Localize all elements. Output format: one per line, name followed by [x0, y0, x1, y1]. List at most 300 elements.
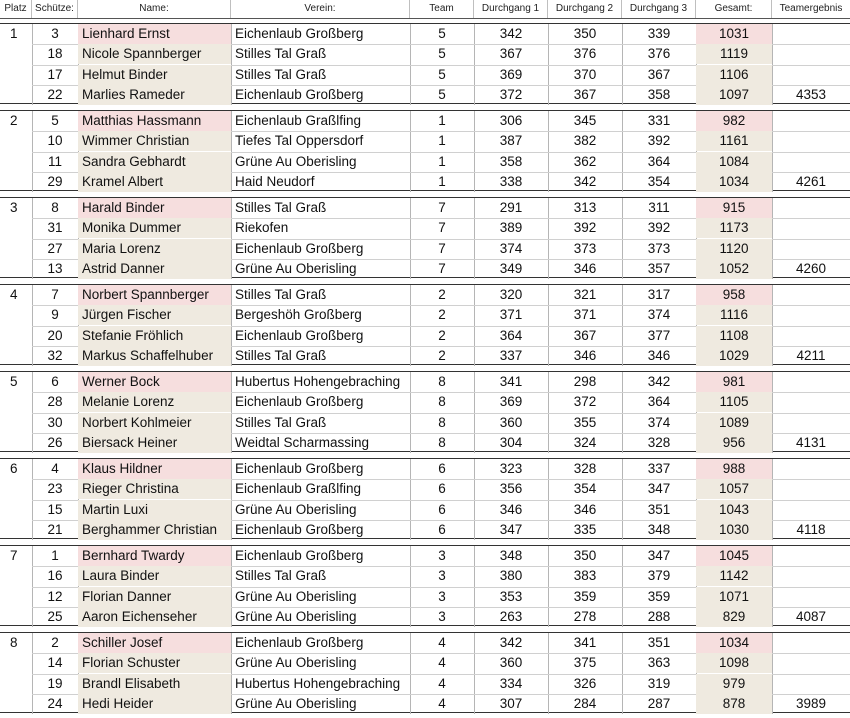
- header-name: Name:: [78, 0, 231, 18]
- d2-cell: 350: [573, 548, 597, 563]
- d2-cell: 326: [573, 675, 597, 691]
- name-cell: Aaron Eichenseher: [78, 607, 231, 627]
- d3-cell: 358: [647, 86, 671, 102]
- table-row: [0, 326, 850, 346]
- nr-cell: 16: [47, 568, 63, 584]
- d3-cell: 367: [647, 66, 671, 82]
- table-row: [0, 694, 850, 714]
- name-cell: Stefanie Fröhlich: [78, 326, 231, 346]
- table-row: [0, 44, 850, 64]
- name-cell: Melanie Lorenz: [78, 392, 231, 412]
- name-cell: Kramel Albert: [78, 172, 231, 192]
- d2-cell: 367: [573, 86, 597, 102]
- d1-cell: 371: [499, 307, 523, 323]
- team-cell: 8: [438, 374, 446, 389]
- team-result-cell: 4131: [795, 434, 827, 450]
- d1-cell: 369: [499, 66, 523, 82]
- d1-cell: 304: [499, 434, 523, 450]
- team-cell: 2: [438, 287, 446, 302]
- d3-cell: 351: [647, 501, 671, 517]
- team-cell: 5: [438, 66, 446, 82]
- name-cell: Wimmer Christian: [78, 131, 231, 151]
- name-cell: Werner Bock: [78, 372, 231, 392]
- nr-cell: 14: [47, 655, 63, 671]
- gesamt-cell: 1030: [696, 520, 772, 540]
- verein-cell: Eichenlaub Großberg: [235, 240, 364, 256]
- d3-cell: 337: [647, 461, 671, 476]
- name-cell: Hedi Heider: [78, 694, 231, 714]
- name-cell: Klaus Hildner: [78, 459, 231, 479]
- nr-cell: 23: [47, 481, 63, 497]
- d3-cell: 339: [647, 26, 671, 41]
- team-cell: 2: [438, 347, 446, 363]
- team-cell: 4: [438, 635, 446, 650]
- d1-cell: 358: [499, 153, 523, 169]
- gesamt-cell: 1105: [696, 392, 772, 412]
- d1-cell: 360: [499, 414, 523, 430]
- verein-cell: Grüne Au Oberisling: [235, 153, 357, 169]
- team-cell: 8: [438, 414, 446, 430]
- team-cell: 6: [438, 501, 446, 517]
- name-cell: Bernhard Twardy: [78, 546, 231, 566]
- name-cell: Brandl Elisabeth: [78, 674, 231, 694]
- team-cell: 8: [438, 434, 446, 450]
- d3-cell: 347: [647, 481, 671, 497]
- team-cell: 1: [438, 153, 446, 169]
- d2-cell: 341: [573, 635, 597, 650]
- nr-cell: 13: [47, 260, 63, 276]
- team-cell: 7: [438, 220, 446, 236]
- nr-cell: 3: [51, 26, 59, 41]
- verein-cell: Eichenlaub Graßlfing: [235, 481, 362, 497]
- name-cell: Monika Dummer: [78, 218, 231, 238]
- d2-cell: 354: [573, 481, 597, 497]
- d1-cell: 342: [499, 26, 523, 41]
- d2-cell: 359: [573, 588, 597, 604]
- nr-cell: 22: [47, 86, 63, 102]
- gesamt-cell: 958: [696, 285, 772, 305]
- team-cell: 3: [438, 588, 446, 604]
- gesamt-cell: 1106: [696, 65, 772, 85]
- name-cell: Florian Danner: [78, 587, 231, 607]
- verein-cell: Stilles Tal Graß: [235, 66, 327, 82]
- d2-cell: 382: [573, 133, 597, 149]
- team-cell: 7: [438, 200, 446, 215]
- gesamt-cell: 1161: [696, 131, 772, 151]
- nr-cell: 20: [47, 327, 63, 343]
- d1-cell: 306: [499, 113, 523, 128]
- table-row: [0, 218, 850, 238]
- d1-cell: 349: [499, 260, 523, 276]
- team-cell: 1: [438, 173, 446, 189]
- table-row: [0, 500, 850, 520]
- name-cell: Lienhard Ernst: [78, 24, 231, 44]
- table-row: [0, 172, 850, 192]
- verein-cell: Grüne Au Oberisling: [235, 655, 357, 671]
- gesamt-cell: 1029: [696, 346, 772, 366]
- d3-cell: 346: [647, 347, 671, 363]
- platz-cell: 8: [10, 635, 18, 650]
- verein-cell: Stilles Tal Graß: [235, 200, 327, 215]
- d2-cell: 370: [573, 66, 597, 82]
- team-cell: 5: [438, 86, 446, 102]
- header-team: Team: [410, 0, 474, 18]
- nr-cell: 4: [51, 461, 59, 476]
- d3-cell: 287: [647, 695, 671, 711]
- gesamt-cell: 1071: [696, 587, 772, 607]
- d1-cell: 389: [499, 220, 523, 236]
- name-cell: Helmut Binder: [78, 65, 231, 85]
- d1-cell: 380: [499, 568, 523, 584]
- table-row: [0, 131, 850, 151]
- header-teamergebnis: Teamergebnis: [779, 3, 843, 14]
- d1-cell: 346: [499, 501, 523, 517]
- team-cell: 4: [438, 675, 446, 691]
- table-row: [0, 198, 850, 218]
- rank-group: [0, 371, 850, 452]
- platz-cell: 1: [10, 26, 18, 41]
- verein-cell: Eichenlaub Großberg: [235, 394, 364, 410]
- team-cell: 4: [438, 655, 446, 671]
- d3-cell: 379: [647, 568, 671, 584]
- nr-cell: 29: [47, 173, 63, 189]
- table-row: [0, 85, 850, 105]
- team-cell: 4: [438, 695, 446, 711]
- verein-cell: Stilles Tal Graß: [235, 414, 327, 430]
- gesamt-cell: 1097: [696, 85, 772, 105]
- nr-cell: 24: [47, 695, 63, 711]
- d2-cell: 362: [573, 153, 597, 169]
- d3-cell: 354: [647, 173, 671, 189]
- rank-group: [0, 284, 850, 365]
- table-row: [0, 653, 850, 673]
- header-verein: Verein:: [231, 0, 410, 18]
- name-cell: Martin Luxi: [78, 500, 231, 520]
- d3-cell: 357: [647, 260, 671, 276]
- team-result-cell: 4118: [796, 521, 826, 537]
- verein-cell: Eichenlaub Großberg: [235, 635, 364, 650]
- verein-cell: Eichenlaub Graßlfing: [235, 113, 362, 128]
- name-cell: Berghammer Christian: [78, 520, 231, 540]
- team-cell: 3: [438, 568, 446, 584]
- nr-cell: 31: [47, 220, 63, 236]
- d1-cell: 347: [499, 521, 523, 537]
- nr-cell: 17: [47, 66, 63, 82]
- nr-cell: 6: [51, 374, 59, 389]
- nr-cell: 32: [47, 347, 63, 363]
- d3-cell: 319: [647, 675, 671, 691]
- table-row: [0, 392, 850, 412]
- d2-cell: 355: [573, 414, 597, 430]
- d2-cell: 298: [573, 374, 597, 389]
- nr-cell: 30: [47, 414, 63, 430]
- d3-cell: 351: [647, 635, 671, 650]
- d1-cell: 320: [499, 287, 523, 302]
- team-cell: 3: [438, 548, 446, 563]
- d1-cell: 369: [499, 394, 523, 410]
- table-row: [0, 479, 850, 499]
- team-result-cell: 4087: [795, 608, 827, 624]
- d1-cell: 356: [499, 481, 523, 497]
- header-durchgang-3: Durchgang 3: [622, 0, 696, 18]
- d3-cell: 311: [648, 200, 670, 215]
- nr-cell: 10: [47, 133, 63, 149]
- d3-cell: 373: [647, 240, 671, 256]
- nr-cell: 19: [47, 675, 63, 691]
- d1-cell: 342: [499, 635, 523, 650]
- header-divider: [0, 18, 850, 19]
- name-cell: Marlies Rameder: [78, 85, 231, 105]
- gesamt-cell: 1084: [696, 152, 772, 172]
- team-cell: 1: [438, 113, 446, 128]
- verein-cell: Eichenlaub Großberg: [235, 327, 364, 343]
- d3-cell: 331: [647, 113, 671, 128]
- nr-cell: 27: [47, 240, 63, 256]
- team-cell: 6: [438, 461, 446, 476]
- d1-cell: 263: [499, 608, 523, 624]
- rank-group: [0, 632, 850, 713]
- gesamt-cell: 981: [696, 372, 772, 392]
- platz-cell: 2: [10, 113, 18, 128]
- verein-cell: Tiefes Tal Oppersdorf: [235, 133, 364, 149]
- team-cell: 6: [438, 521, 446, 537]
- team-result-cell: 4353: [795, 86, 827, 102]
- team-result-cell: 3989: [795, 695, 827, 711]
- table-row: [0, 285, 850, 305]
- d3-cell: 317: [647, 287, 671, 302]
- gesamt-cell: 1034: [696, 633, 772, 653]
- name-cell: Matthias Hassmann: [78, 111, 231, 131]
- table-row: [0, 607, 850, 627]
- rank-group: [0, 110, 850, 191]
- d1-cell: 374: [499, 240, 523, 256]
- d1-cell: 291: [499, 200, 523, 215]
- d1-cell: 367: [499, 46, 523, 62]
- verein-cell: Eichenlaub Großberg: [235, 521, 364, 537]
- d2-cell: 313: [573, 200, 597, 215]
- d2-cell: 345: [573, 113, 597, 128]
- verein-cell: Eichenlaub Großberg: [235, 86, 364, 102]
- verein-cell: Riekofen: [235, 220, 289, 236]
- gesamt-cell: 1142: [696, 566, 772, 586]
- gesamt-cell: 1052: [696, 259, 772, 279]
- verein-cell: Stilles Tal Graß: [235, 287, 327, 302]
- team-cell: 6: [438, 481, 446, 497]
- name-cell: Schiller Josef: [78, 633, 231, 653]
- d3-cell: 364: [647, 153, 671, 169]
- verein-cell: Stilles Tal Graß: [235, 46, 327, 62]
- verein-cell: Grüne Au Oberisling: [235, 695, 357, 711]
- verein-cell: Grüne Au Oberisling: [235, 501, 357, 517]
- gesamt-cell: 915: [696, 198, 772, 218]
- gesamt-cell: 1043: [696, 500, 772, 520]
- nr-cell: 1: [51, 548, 59, 563]
- table-row: [0, 239, 850, 259]
- verein-cell: Eichenlaub Großberg: [235, 26, 364, 41]
- header-platz: Platz: [0, 0, 32, 18]
- table-row: [0, 24, 850, 44]
- d1-cell: 353: [499, 588, 523, 604]
- table-row: [0, 152, 850, 172]
- team-cell: 7: [438, 240, 446, 256]
- platz-cell: 5: [10, 374, 18, 389]
- d3-cell: 359: [647, 588, 671, 604]
- d3-cell: 363: [647, 655, 671, 671]
- d1-cell: 337: [499, 347, 523, 363]
- d1-cell: 348: [499, 548, 523, 563]
- nr-cell: 5: [51, 113, 59, 128]
- nr-cell: 2: [51, 635, 59, 650]
- d2-cell: 346: [573, 260, 597, 276]
- name-cell: Sandra Gebhardt: [78, 152, 231, 172]
- name-cell: Markus Schaffelhuber: [78, 346, 231, 366]
- d2-cell: 278: [573, 608, 597, 624]
- nr-cell: 8: [51, 200, 59, 215]
- verein-cell: Hubertus Hohengebraching: [235, 374, 401, 389]
- d3-cell: 342: [647, 374, 671, 389]
- d2-cell: 346: [573, 501, 597, 517]
- d1-cell: 307: [499, 695, 523, 711]
- d2-cell: 335: [573, 521, 597, 537]
- d2-cell: 376: [573, 46, 597, 62]
- table-row: [0, 674, 850, 694]
- nr-cell: 15: [47, 501, 63, 517]
- gesamt-cell: 1045: [696, 546, 772, 566]
- d2-cell: 342: [573, 173, 597, 189]
- verein-cell: Grüne Au Oberisling: [235, 608, 357, 624]
- platz-cell: 4: [10, 287, 18, 302]
- d3-cell: 392: [647, 220, 671, 236]
- d3-cell: 288: [647, 608, 671, 624]
- team-cell: 1: [438, 133, 446, 149]
- name-cell: Astrid Danner: [78, 259, 231, 279]
- nr-cell: 9: [51, 307, 59, 323]
- table-row: [0, 587, 850, 607]
- verein-cell: Bergeshöh Großberg: [235, 307, 362, 323]
- name-cell: Norbert Kohlmeier: [78, 413, 231, 433]
- verein-cell: Haid Neudorf: [235, 173, 315, 189]
- rank-group: [0, 197, 850, 278]
- rank-group: [0, 545, 850, 626]
- header-durchgang-2: Durchgang 2: [548, 0, 622, 18]
- d1-cell: 372: [499, 86, 523, 102]
- d1-cell: 338: [499, 173, 523, 189]
- d1-cell: 360: [499, 655, 523, 671]
- name-cell: Norbert Spannberger: [78, 285, 231, 305]
- header-gesamt: Gesamt:: [696, 0, 772, 18]
- team-result-cell: 4261: [795, 173, 827, 189]
- gesamt-cell: 1116: [696, 305, 772, 325]
- d2-cell: 284: [573, 695, 597, 711]
- d3-cell: 392: [647, 133, 671, 149]
- table-row: [0, 413, 850, 433]
- verein-cell: Grüne Au Oberisling: [235, 260, 357, 276]
- verein-cell: Grüne Au Oberisling: [235, 588, 357, 604]
- header-schuetze: Schütze:: [32, 0, 78, 18]
- platz-cell: 6: [10, 461, 18, 476]
- rank-group: [0, 23, 850, 104]
- team-cell: 5: [438, 46, 446, 62]
- name-cell: Harald Binder: [78, 198, 231, 218]
- d2-cell: 350: [573, 26, 597, 41]
- gesamt-cell: 829: [696, 607, 772, 627]
- nr-cell: 12: [47, 588, 63, 604]
- gesamt-cell: 1173: [696, 218, 772, 238]
- gesamt-cell: 1089: [696, 413, 772, 433]
- table-row: [0, 566, 850, 586]
- nr-cell: 21: [47, 521, 63, 537]
- verein-cell: Hubertus Hohengebraching: [235, 675, 401, 691]
- d3-cell: 328: [647, 434, 671, 450]
- d2-cell: 375: [573, 655, 597, 671]
- d2-cell: 383: [573, 568, 597, 584]
- table-row: [0, 305, 850, 325]
- name-cell: Florian Schuster: [78, 653, 231, 673]
- d1-cell: 334: [499, 675, 523, 691]
- d3-cell: 374: [647, 414, 671, 430]
- platz-cell: 7: [10, 548, 18, 563]
- team-cell: 5: [438, 26, 446, 41]
- gesamt-cell: 1057: [696, 479, 772, 499]
- team-cell: 7: [438, 260, 446, 276]
- nr-cell: 7: [51, 287, 59, 302]
- team-cell: 2: [438, 327, 446, 343]
- team-cell: 3: [438, 608, 446, 624]
- table-row: [0, 459, 850, 479]
- gesamt-cell: 1034: [696, 172, 772, 192]
- table-row: [0, 346, 850, 366]
- gesamt-cell: 1098: [696, 653, 772, 673]
- d3-cell: 348: [647, 521, 671, 537]
- d3-cell: 347: [647, 548, 671, 563]
- team-result-cell: 4260: [795, 260, 827, 276]
- verein-cell: Eichenlaub Großberg: [235, 461, 364, 476]
- team-cell: 2: [438, 307, 446, 323]
- d2-cell: 372: [573, 394, 597, 410]
- header-durchgang-1: Durchgang 1: [474, 0, 548, 18]
- table-row: [0, 65, 850, 85]
- nr-cell: 25: [47, 608, 63, 624]
- nr-cell: 26: [47, 434, 63, 450]
- table-row: [0, 633, 850, 653]
- team-cell: 8: [438, 394, 446, 410]
- d2-cell: 346: [573, 347, 597, 363]
- gesamt-cell: 878: [696, 694, 772, 714]
- d2-cell: 328: [573, 461, 597, 476]
- d1-cell: 341: [499, 374, 523, 389]
- gesamt-cell: 979: [696, 674, 772, 694]
- table-row: [0, 546, 850, 566]
- nr-cell: 11: [47, 153, 62, 169]
- nr-cell: 18: [47, 46, 63, 62]
- nr-cell: 28: [47, 394, 63, 410]
- name-cell: Nicole Spannberger: [78, 44, 231, 64]
- d2-cell: 392: [573, 220, 597, 236]
- gesamt-cell: 1108: [696, 326, 772, 346]
- verein-cell: Eichenlaub Großberg: [235, 548, 364, 563]
- d1-cell: 364: [499, 327, 523, 343]
- team-result-cell: 4211: [796, 347, 826, 363]
- d3-cell: 364: [647, 394, 671, 410]
- table-row: [0, 520, 850, 540]
- verein-cell: Stilles Tal Graß: [235, 568, 327, 584]
- name-cell: Jürgen Fischer: [78, 305, 231, 325]
- rank-group: [0, 458, 850, 539]
- d3-cell: 376: [647, 46, 671, 62]
- d1-cell: 323: [499, 461, 523, 476]
- gesamt-cell: 982: [696, 111, 772, 131]
- table-row: [0, 111, 850, 131]
